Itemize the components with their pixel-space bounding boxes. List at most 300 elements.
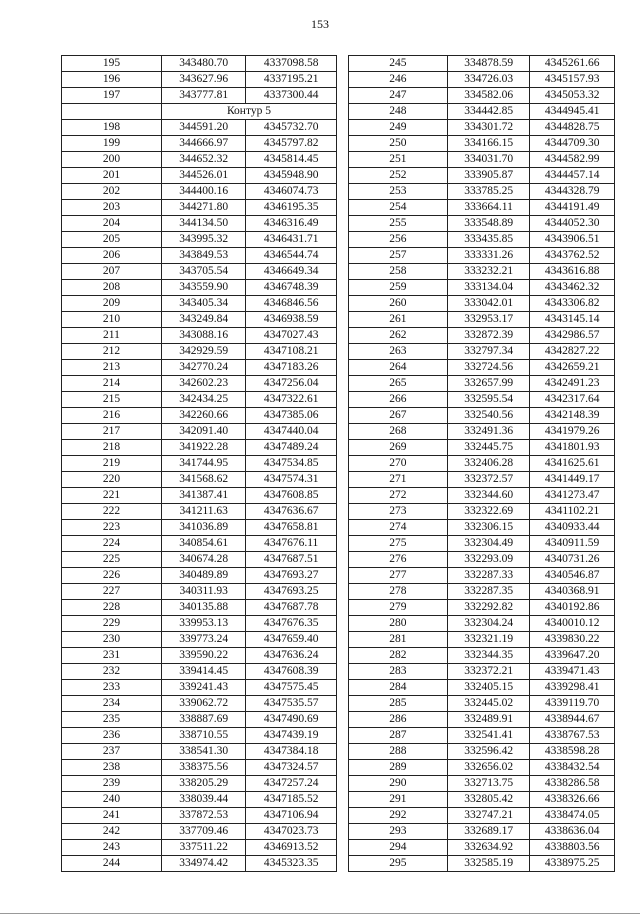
- x-coordinate-cell: 332304.49: [447, 536, 530, 552]
- y-coordinate-cell: 4346938.59: [246, 312, 337, 328]
- y-coordinate-cell: 4347023.73: [246, 824, 337, 840]
- point-number-cell: 266: [349, 392, 448, 408]
- y-coordinate-cell: 4341102.21: [530, 504, 615, 520]
- y-coordinate-cell: 4341273.47: [530, 488, 615, 504]
- table-row: [62, 648, 337, 664]
- y-coordinate-cell: 4347108.21: [246, 344, 337, 360]
- y-coordinate-cell: 4347658.81: [246, 520, 337, 536]
- table-row: [349, 88, 615, 104]
- point-number-cell: 219: [62, 456, 162, 472]
- x-coordinate-cell: 339414.45: [161, 664, 246, 680]
- y-coordinate-cell: 4344328.79: [530, 184, 615, 200]
- y-coordinate-cell: 4341449.17: [530, 472, 615, 488]
- table-row: [349, 344, 615, 360]
- x-coordinate-cell: 333785.25: [447, 184, 530, 200]
- table-row: [349, 504, 615, 520]
- table-row: [62, 488, 337, 504]
- point-number-cell: 283: [349, 664, 448, 680]
- table-row: [62, 600, 337, 616]
- y-coordinate-cell: 4346649.34: [246, 264, 337, 280]
- x-coordinate-cell: 334878.59: [447, 56, 530, 72]
- table-row: [349, 472, 615, 488]
- table-row: [349, 584, 615, 600]
- table-row: [62, 360, 337, 376]
- y-coordinate-cell: 4346846.56: [246, 296, 337, 312]
- table-row: [62, 632, 337, 648]
- point-number-cell: 265: [349, 376, 448, 392]
- y-coordinate-cell: 4347693.27: [246, 568, 337, 584]
- point-number-cell: 282: [349, 648, 448, 664]
- x-coordinate-cell: 341744.95: [161, 456, 246, 472]
- point-number-cell: 267: [349, 408, 448, 424]
- y-coordinate-cell: 4342986.57: [530, 328, 615, 344]
- y-coordinate-cell: 4340368.91: [530, 584, 615, 600]
- point-number-cell: 289: [349, 760, 448, 776]
- point-number-cell: 258: [349, 264, 448, 280]
- point-number-cell: 242: [62, 824, 162, 840]
- table-row: [349, 824, 615, 840]
- table-row: [349, 152, 615, 168]
- y-coordinate-cell: 4347106.94: [246, 808, 337, 824]
- point-number-cell: 233: [62, 680, 162, 696]
- y-coordinate-cell: 4344828.75: [530, 120, 615, 136]
- x-coordinate-cell: 343705.54: [161, 264, 246, 280]
- table-row: [349, 200, 615, 216]
- y-coordinate-cell: 4347535.57: [246, 696, 337, 712]
- y-coordinate-cell: 4339471.43: [530, 664, 615, 680]
- point-number-cell: 284: [349, 680, 448, 696]
- point-number-cell: 255: [349, 216, 448, 232]
- table-row: [349, 632, 615, 648]
- x-coordinate-cell: 342770.24: [161, 360, 246, 376]
- point-number-cell: 245: [349, 56, 448, 72]
- x-coordinate-cell: 332287.33: [447, 568, 530, 584]
- point-number-cell: 213: [62, 360, 162, 376]
- point-number-cell: 222: [62, 504, 162, 520]
- x-coordinate-cell: 341211.63: [161, 504, 246, 520]
- point-number-cell: 195: [62, 56, 162, 72]
- point-number-cell: 257: [349, 248, 448, 264]
- x-coordinate-cell: 334726.03: [447, 72, 530, 88]
- table-row: [62, 424, 337, 440]
- y-coordinate-cell: 4347384.18: [246, 744, 337, 760]
- table-row: [349, 232, 615, 248]
- x-coordinate-cell: 332953.17: [447, 312, 530, 328]
- table-row: [62, 328, 337, 344]
- table-row: [62, 824, 337, 840]
- y-coordinate-cell: 4341625.61: [530, 456, 615, 472]
- point-number-cell: 237: [62, 744, 162, 760]
- y-coordinate-cell: 4342148.39: [530, 408, 615, 424]
- point-number-cell: 288: [349, 744, 448, 760]
- table-row: [62, 520, 337, 536]
- y-coordinate-cell: 4343306.82: [530, 296, 615, 312]
- x-coordinate-cell: 343249.84: [161, 312, 246, 328]
- y-coordinate-cell: 4340546.87: [530, 568, 615, 584]
- table-row: [62, 408, 337, 424]
- y-coordinate-cell: 4337300.44: [246, 88, 337, 104]
- y-coordinate-cell: 4342317.64: [530, 392, 615, 408]
- x-coordinate-cell: 333232.21: [447, 264, 530, 280]
- y-coordinate-cell: 4339647.20: [530, 648, 615, 664]
- table-row: [62, 152, 337, 168]
- y-coordinate-cell: 4343462.32: [530, 280, 615, 296]
- x-coordinate-cell: 333905.87: [447, 168, 530, 184]
- y-coordinate-cell: 4347659.40: [246, 632, 337, 648]
- y-coordinate-cell: 4347185.52: [246, 792, 337, 808]
- table-row: [62, 56, 337, 72]
- y-coordinate-cell: 4347575.45: [246, 680, 337, 696]
- y-coordinate-cell: 4340192.86: [530, 600, 615, 616]
- x-coordinate-cell: 343849.53: [161, 248, 246, 264]
- x-coordinate-cell: 333331.26: [447, 248, 530, 264]
- point-number-cell: 229: [62, 616, 162, 632]
- table-row: [62, 264, 337, 280]
- table-row: [349, 72, 615, 88]
- y-coordinate-cell: 4338636.04: [530, 824, 615, 840]
- y-coordinate-cell: 4342491.23: [530, 376, 615, 392]
- x-coordinate-cell: 334582.06: [447, 88, 530, 104]
- point-number-cell: 294: [349, 840, 448, 856]
- point-number-cell: 249: [349, 120, 448, 136]
- table-row: [62, 200, 337, 216]
- y-coordinate-cell: 4340731.26: [530, 552, 615, 568]
- point-number-cell: 260: [349, 296, 448, 312]
- x-coordinate-cell: 332372.57: [447, 472, 530, 488]
- table-row: [62, 744, 337, 760]
- table-row: [62, 536, 337, 552]
- point-number-cell: 241: [62, 808, 162, 824]
- point-number-cell: 235: [62, 712, 162, 728]
- table-row: [62, 296, 337, 312]
- table-row: [349, 552, 615, 568]
- table-row: [62, 184, 337, 200]
- table-row: [62, 776, 337, 792]
- x-coordinate-cell: 334301.72: [447, 120, 530, 136]
- point-number-cell: 295: [349, 856, 448, 872]
- point-number-cell: 198: [62, 120, 162, 136]
- table-row: [349, 712, 615, 728]
- point-number-cell: 290: [349, 776, 448, 792]
- table-row: [349, 328, 615, 344]
- point-number-cell: 272: [349, 488, 448, 504]
- table-row: [62, 760, 337, 776]
- y-coordinate-cell: 4339298.41: [530, 680, 615, 696]
- table-row: [349, 392, 615, 408]
- table-row: [349, 568, 615, 584]
- point-number-cell: 200: [62, 152, 162, 168]
- x-coordinate-cell: 341036.89: [161, 520, 246, 536]
- table-row: [62, 808, 337, 824]
- x-coordinate-cell: 341387.41: [161, 488, 246, 504]
- y-coordinate-cell: 4346431.71: [246, 232, 337, 248]
- y-coordinate-cell: 4346913.52: [246, 840, 337, 856]
- y-coordinate-cell: 4339119.70: [530, 696, 615, 712]
- x-coordinate-cell: 340311.93: [161, 584, 246, 600]
- point-number-cell: 207: [62, 264, 162, 280]
- y-coordinate-cell: 4347676.11: [246, 536, 337, 552]
- x-coordinate-cell: 332321.19: [447, 632, 530, 648]
- table-row: [349, 488, 615, 504]
- point-number-cell: 214: [62, 376, 162, 392]
- point-number-cell: 247: [349, 88, 448, 104]
- x-coordinate-cell: 334166.15: [447, 136, 530, 152]
- point-number-cell: 223: [62, 520, 162, 536]
- y-coordinate-cell: 4344582.99: [530, 152, 615, 168]
- y-coordinate-cell: 4346074.73: [246, 184, 337, 200]
- table-row: [349, 168, 615, 184]
- y-coordinate-cell: 4347608.39: [246, 664, 337, 680]
- table-row: [62, 792, 337, 808]
- x-coordinate-cell: 338887.69: [161, 712, 246, 728]
- x-coordinate-cell: 340854.61: [161, 536, 246, 552]
- table-row: [349, 216, 615, 232]
- table-row: [62, 168, 337, 184]
- point-number-cell: 250: [349, 136, 448, 152]
- point-number-cell: 274: [349, 520, 448, 536]
- x-coordinate-cell: 332585.19: [447, 856, 530, 872]
- x-coordinate-cell: 332595.54: [447, 392, 530, 408]
- table-row: [62, 568, 337, 584]
- x-coordinate-cell: 338039.44: [161, 792, 246, 808]
- y-coordinate-cell: 4337098.58: [246, 56, 337, 72]
- point-number-cell: 252: [349, 168, 448, 184]
- contour-header-row: [62, 104, 337, 120]
- table-row: [349, 616, 615, 632]
- x-coordinate-cell: 333134.04: [447, 280, 530, 296]
- point-number-cell: 227: [62, 584, 162, 600]
- y-coordinate-cell: 4344052.30: [530, 216, 615, 232]
- x-coordinate-cell: 332406.28: [447, 456, 530, 472]
- table-row: [349, 680, 615, 696]
- y-coordinate-cell: 4342827.22: [530, 344, 615, 360]
- y-coordinate-cell: 4347322.61: [246, 392, 337, 408]
- y-coordinate-cell: 4343145.14: [530, 312, 615, 328]
- point-number-cell: 277: [349, 568, 448, 584]
- x-coordinate-cell: 340674.28: [161, 552, 246, 568]
- y-coordinate-cell: 4344191.49: [530, 200, 615, 216]
- x-coordinate-cell: 332344.60: [447, 488, 530, 504]
- point-number-cell: 232: [62, 664, 162, 680]
- table-row: [62, 88, 337, 104]
- point-number-cell: 234: [62, 696, 162, 712]
- point-number-cell: 262: [349, 328, 448, 344]
- x-coordinate-cell: 341568.62: [161, 472, 246, 488]
- y-coordinate-cell: 4338975.25: [530, 856, 615, 872]
- x-coordinate-cell: 334974.42: [161, 856, 246, 872]
- point-number-cell: 254: [349, 200, 448, 216]
- x-coordinate-cell: 332306.15: [447, 520, 530, 536]
- x-coordinate-cell: 333548.89: [447, 216, 530, 232]
- table-row: [349, 312, 615, 328]
- table-row: [349, 536, 615, 552]
- point-number-cell: 197: [62, 88, 162, 104]
- x-coordinate-cell: 332445.75: [447, 440, 530, 456]
- point-number-cell: 210: [62, 312, 162, 328]
- x-coordinate-cell: 332304.24: [447, 616, 530, 632]
- point-number-cell: 238: [62, 760, 162, 776]
- table-row: [62, 584, 337, 600]
- x-coordinate-cell: 337709.46: [161, 824, 246, 840]
- y-coordinate-cell: 4345053.32: [530, 88, 615, 104]
- x-coordinate-cell: 333664.11: [447, 200, 530, 216]
- x-coordinate-cell: 344400.16: [161, 184, 246, 200]
- x-coordinate-cell: 339953.13: [161, 616, 246, 632]
- y-coordinate-cell: 4347676.35: [246, 616, 337, 632]
- y-coordinate-cell: 4345814.45: [246, 152, 337, 168]
- table-row: [349, 184, 615, 200]
- point-number-cell: 204: [62, 216, 162, 232]
- x-coordinate-cell: 332445.02: [447, 696, 530, 712]
- table-row: [349, 104, 615, 120]
- coordinates-table-right: [348, 55, 615, 872]
- x-coordinate-cell: 334442.85: [447, 104, 530, 120]
- point-number-cell: 269: [349, 440, 448, 456]
- point-number-cell: 199: [62, 136, 162, 152]
- table-row: [349, 136, 615, 152]
- point-number-cell: 225: [62, 552, 162, 568]
- x-coordinate-cell: 332596.42: [447, 744, 530, 760]
- x-coordinate-cell: 344271.80: [161, 200, 246, 216]
- table-row: [349, 840, 615, 856]
- x-coordinate-cell: 332872.39: [447, 328, 530, 344]
- x-coordinate-cell: 332689.17: [447, 824, 530, 840]
- y-coordinate-cell: 4343762.52: [530, 248, 615, 264]
- table-row: [62, 680, 337, 696]
- x-coordinate-cell: 332713.75: [447, 776, 530, 792]
- x-coordinate-cell: 340135.88: [161, 600, 246, 616]
- table-row: [62, 216, 337, 232]
- point-number-cell: 217: [62, 424, 162, 440]
- x-coordinate-cell: 337511.22: [161, 840, 246, 856]
- table-row: [349, 280, 615, 296]
- x-coordinate-cell: 332805.42: [447, 792, 530, 808]
- point-number-cell: 201: [62, 168, 162, 184]
- table-row: [62, 664, 337, 680]
- y-coordinate-cell: 4347574.31: [246, 472, 337, 488]
- point-number-cell: 292: [349, 808, 448, 824]
- y-coordinate-cell: 4347324.57: [246, 760, 337, 776]
- x-coordinate-cell: 333042.01: [447, 296, 530, 312]
- point-number-cell: 196: [62, 72, 162, 88]
- x-coordinate-cell: 343627.96: [161, 72, 246, 88]
- y-coordinate-cell: 4340933.44: [530, 520, 615, 536]
- x-coordinate-cell: 338541.30: [161, 744, 246, 760]
- point-number-cell: 206: [62, 248, 162, 264]
- table-row: [62, 72, 337, 88]
- y-coordinate-cell: 4347636.24: [246, 648, 337, 664]
- y-coordinate-cell: 4341979.26: [530, 424, 615, 440]
- table-row: [62, 456, 337, 472]
- x-coordinate-cell: 342602.23: [161, 376, 246, 392]
- point-number-cell: 263: [349, 344, 448, 360]
- table-row: [62, 856, 337, 872]
- y-coordinate-cell: 4338326.66: [530, 792, 615, 808]
- y-coordinate-cell: 4347636.67: [246, 504, 337, 520]
- point-number-cell: 251: [349, 152, 448, 168]
- table-row: [349, 120, 615, 136]
- scan-edge-line: [0, 913, 640, 914]
- x-coordinate-cell: 332747.21: [447, 808, 530, 824]
- table-row: [62, 312, 337, 328]
- x-coordinate-cell: 344591.20: [161, 120, 246, 136]
- y-coordinate-cell: 4347693.25: [246, 584, 337, 600]
- table-row: [349, 760, 615, 776]
- y-coordinate-cell: 4347490.69: [246, 712, 337, 728]
- y-coordinate-cell: 4346748.39: [246, 280, 337, 296]
- x-coordinate-cell: 334031.70: [447, 152, 530, 168]
- point-number-cell: 286: [349, 712, 448, 728]
- table-row: [62, 232, 337, 248]
- point-number-cell: 202: [62, 184, 162, 200]
- x-coordinate-cell: 332292.82: [447, 600, 530, 616]
- x-coordinate-cell: 341922.28: [161, 440, 246, 456]
- x-coordinate-cell: 332293.09: [447, 552, 530, 568]
- y-coordinate-cell: 4347489.24: [246, 440, 337, 456]
- y-coordinate-cell: 4345157.93: [530, 72, 615, 88]
- y-coordinate-cell: 4344945.41: [530, 104, 615, 120]
- table-row: [62, 840, 337, 856]
- table-row: [349, 424, 615, 440]
- point-number-cell: 259: [349, 280, 448, 296]
- x-coordinate-cell: 344666.97: [161, 136, 246, 152]
- y-coordinate-cell: 4340911.59: [530, 536, 615, 552]
- x-coordinate-cell: 332797.34: [447, 344, 530, 360]
- point-number-cell: 285: [349, 696, 448, 712]
- table-row: [62, 472, 337, 488]
- point-number-cell: 276: [349, 552, 448, 568]
- x-coordinate-cell: 332372.21: [447, 664, 530, 680]
- table-row: [349, 56, 615, 72]
- table-row: [349, 664, 615, 680]
- y-coordinate-cell: 4338598.28: [530, 744, 615, 760]
- point-number-cell: 248: [349, 104, 448, 120]
- point-number-cell: 215: [62, 392, 162, 408]
- x-coordinate-cell: 343559.90: [161, 280, 246, 296]
- point-number-cell: 236: [62, 728, 162, 744]
- table-row: [349, 808, 615, 824]
- point-number-cell: 291: [349, 792, 448, 808]
- table-row: [62, 696, 337, 712]
- page-number: 153: [311, 17, 329, 31]
- x-coordinate-cell: 332657.99: [447, 376, 530, 392]
- point-number-cell: 209: [62, 296, 162, 312]
- point-number-cell: 253: [349, 184, 448, 200]
- x-coordinate-cell: 339773.24: [161, 632, 246, 648]
- table-row: [349, 456, 615, 472]
- point-number-cell: 224: [62, 536, 162, 552]
- table-row: [62, 552, 337, 568]
- point-number-cell: 246: [349, 72, 448, 88]
- point-number-cell: 226: [62, 568, 162, 584]
- point-number-cell: 280: [349, 616, 448, 632]
- point-number-cell: 208: [62, 280, 162, 296]
- table-row: [349, 520, 615, 536]
- x-coordinate-cell: 332287.35: [447, 584, 530, 600]
- x-coordinate-cell: 332724.56: [447, 360, 530, 376]
- y-coordinate-cell: 4345797.82: [246, 136, 337, 152]
- table-row: [62, 120, 337, 136]
- y-coordinate-cell: 4340010.12: [530, 616, 615, 632]
- table-row: [62, 392, 337, 408]
- y-coordinate-cell: 4338803.56: [530, 840, 615, 856]
- point-number-cell: 261: [349, 312, 448, 328]
- y-coordinate-cell: 4347439.19: [246, 728, 337, 744]
- table-row: [349, 856, 615, 872]
- y-coordinate-cell: 4338432.54: [530, 760, 615, 776]
- x-coordinate-cell: 332489.91: [447, 712, 530, 728]
- point-number-cell: 264: [349, 360, 448, 376]
